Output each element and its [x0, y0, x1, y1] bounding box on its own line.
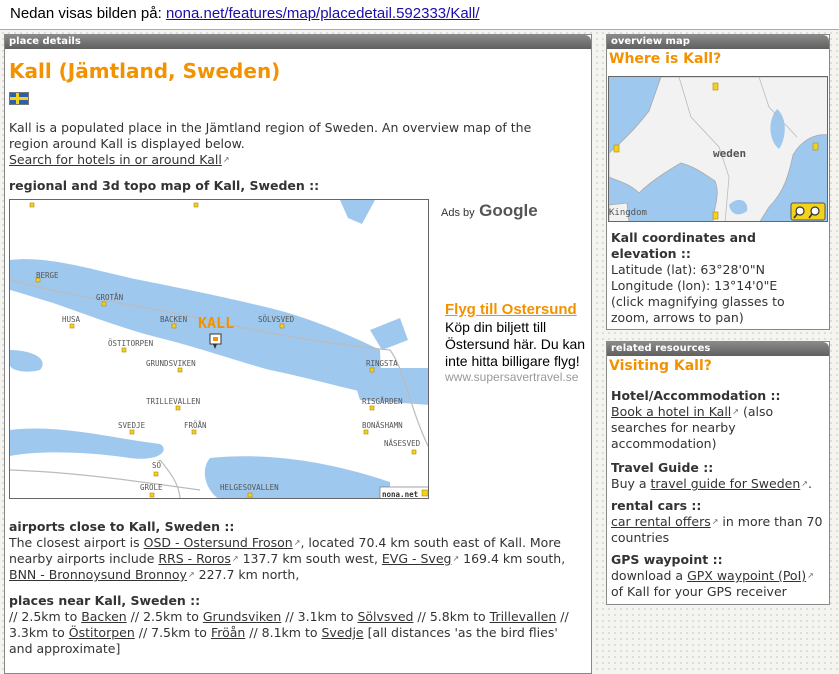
map-place-label: BERGE: [36, 271, 59, 280]
regional-map[interactable]: [9, 199, 429, 499]
overview-map-panel: [606, 34, 830, 330]
intro-text: Kall is a populated place in the Jämtland region of Sweden. An overview map of the region around Kall is displayed below.: [9, 120, 532, 151]
place-details-panel: [4, 34, 592, 674]
ads-block: [441, 201, 591, 221]
travel-guide-link[interactable]: travel guide for Sweden: [650, 476, 801, 491]
map-place-label: SÖ: [152, 461, 162, 470]
place-details-header: place details: [5, 35, 591, 49]
external-link-icon: ↗: [807, 571, 814, 580]
external-link-icon: ↗: [293, 538, 301, 547]
coords-heading: Kall coordinates and elevation ::: [611, 230, 756, 261]
map-place-label: HUSA: [62, 315, 81, 324]
airports-text: The closest airport is OSD - Ostersund Froson↗, located 70.4 km south east of Kall. More nearby airports include RRS - Roros↗ 137.7 km south west, EVG - Sveg↗ 169.4 km south, BNN - Bronnoysund Bronnoy↗ 227.7 km north,: [9, 535, 566, 582]
ad-text: Köp din biljett till Östersund här. Du kan inte hitta billigare flyg!: [445, 319, 586, 369]
map-place-label: ÖSTITORPEN: [108, 339, 154, 348]
map-place-label: GROTÅN: [96, 293, 124, 302]
map-place-label: SVEDJE: [118, 421, 146, 430]
gps-text: download a GPX waypoint (PoI)↗ of Kall for your GPS receiver: [611, 568, 814, 599]
nearby-heading: places near Kall, Sweden ::: [9, 593, 201, 608]
place-link-trillevallen[interactable]: Trillevallen: [489, 609, 557, 624]
cars-text: car rental offers↗ in more than 70 countries: [611, 514, 823, 545]
zoom-hint: (click magnifying glasses to zoom, arrows to pan): [611, 294, 785, 325]
map-place-label: NÄSESVED: [384, 439, 421, 448]
ads-by-label: Ads by: [441, 207, 475, 219]
airports-heading: airports close to Kall, Sweden ::: [9, 519, 235, 534]
map-main-label: KALL: [198, 314, 235, 332]
map-place-label: RISGÅRDEN: [362, 397, 403, 406]
page-title: Kall (Jämtland, Sweden): [9, 59, 281, 83]
hotel-search-link[interactable]: Search for hotels in or around Kall: [9, 152, 222, 167]
map-heading: regional and 3d topo map of Kall, Sweden ::: [9, 178, 320, 193]
related-content: [607, 388, 829, 600]
map-brand: nona.net: [382, 490, 419, 499]
map-place-label: GRUNDSVIKEN: [146, 359, 196, 368]
guide-heading: Travel Guide ::: [611, 460, 714, 475]
place-link-ostitorpen[interactable]: Östitorpen: [68, 625, 135, 640]
map-place-label: TRILLEVALLEN: [146, 397, 201, 406]
overview-country-label: weden: [713, 147, 747, 160]
guide-text: Buy a travel guide for Sweden↗.: [611, 476, 812, 491]
external-link-icon: ↗: [732, 407, 739, 416]
related-resources-header: related resources: [607, 342, 829, 356]
airport-link-evg[interactable]: EVG - Sveg: [381, 551, 452, 566]
sweden-flag-icon: [9, 92, 29, 105]
gpx-waypoint-link[interactable]: GPX waypoint (PoI): [687, 568, 807, 583]
top-bar-prefix: Nedan visas bilden på:: [10, 5, 162, 22]
nearby-text: // 2.5km to Backen // 2.5km to Grundsviken // 3.1km to Sölvsved // 5.8km to Trillevallen // 3.3km to Östitorpen // 7.5km to Fröån // 8.1km to Svedje [all distances 'as the bird flies' and approximate]: [9, 609, 569, 656]
regional-map-graphic: [10, 200, 429, 499]
overview-map[interactable]: [608, 76, 828, 222]
airports-section: [5, 519, 577, 583]
airport-link-rrs[interactable]: RRS - Roros: [158, 551, 231, 566]
latitude-value: Latitude (lat): 63°28'0"N: [611, 262, 765, 277]
related-resources-panel: [606, 341, 830, 605]
map-place-label: BONÄSHAMN: [362, 421, 403, 430]
place-link-froan[interactable]: Fröån: [210, 625, 246, 640]
top-bar: [0, 0, 839, 30]
coords-block: [607, 230, 829, 326]
longitude-value: Longitude (lon): 13°14'0"E: [611, 278, 778, 293]
place-link-svedje[interactable]: Svedje: [321, 625, 364, 640]
map-place-label: SÖLVSVED: [258, 315, 295, 324]
hotel-heading: Hotel/Accommodation ::: [611, 388, 781, 403]
overview-title: Where is Kall?: [609, 51, 722, 67]
cars-heading: rental cars ::: [611, 498, 702, 513]
top-bar-link[interactable]: nona.net/features/map/placedetail.592333/Kall/: [165, 5, 480, 22]
place-link-backen[interactable]: Backen: [81, 609, 127, 624]
map-place-label: BACKEN: [160, 315, 188, 324]
google-logo: Google: [479, 201, 538, 220]
ad-title-link[interactable]: Flyg till Ostersund: [445, 301, 577, 318]
place-link-grundsviken[interactable]: Grundsviken: [202, 609, 282, 624]
external-link-icon: ↗: [801, 479, 808, 488]
zoom-magnifier-icon: [791, 203, 825, 220]
external-link-icon: ↗: [222, 155, 230, 164]
map-place-label: FRÖÅN: [184, 421, 207, 430]
airport-link-osd[interactable]: OSD - Ostersund Froson: [143, 535, 293, 550]
external-link-icon: ↗: [231, 554, 239, 563]
map-place-label: RINGSTA: [366, 359, 398, 368]
book-hotel-link[interactable]: Book a hotel in Kall: [611, 404, 732, 419]
hotel-text: Book a hotel in Kall↗ (also searches for nearby accommodation): [611, 404, 774, 451]
overview-map-graphic: [609, 77, 828, 222]
external-link-icon: ↗: [711, 517, 719, 526]
overview-kingdom-label: Kingdom: [609, 208, 647, 218]
nearby-section: [5, 593, 577, 657]
external-link-icon: ↗: [452, 554, 460, 563]
ad-url[interactable]: www.supersavertravel.se: [445, 370, 579, 384]
external-link-icon: ↗: [187, 570, 195, 579]
intro-block: [5, 120, 575, 168]
related-title: Visiting Kall?: [609, 358, 712, 374]
place-link-solvsved[interactable]: Sölvsved: [357, 609, 414, 624]
airport-link-bnn[interactable]: BNN - Bronnoysund Bronnoy: [9, 567, 187, 582]
ad-unit: [445, 301, 591, 384]
overview-map-header: overview map: [607, 35, 829, 49]
gps-heading: GPS waypoint ::: [611, 552, 723, 567]
map-place-label: HELGESOVALLEN: [220, 483, 279, 492]
map-place-label: GROLE: [140, 483, 163, 492]
car-rental-link[interactable]: car rental offers: [611, 514, 711, 529]
